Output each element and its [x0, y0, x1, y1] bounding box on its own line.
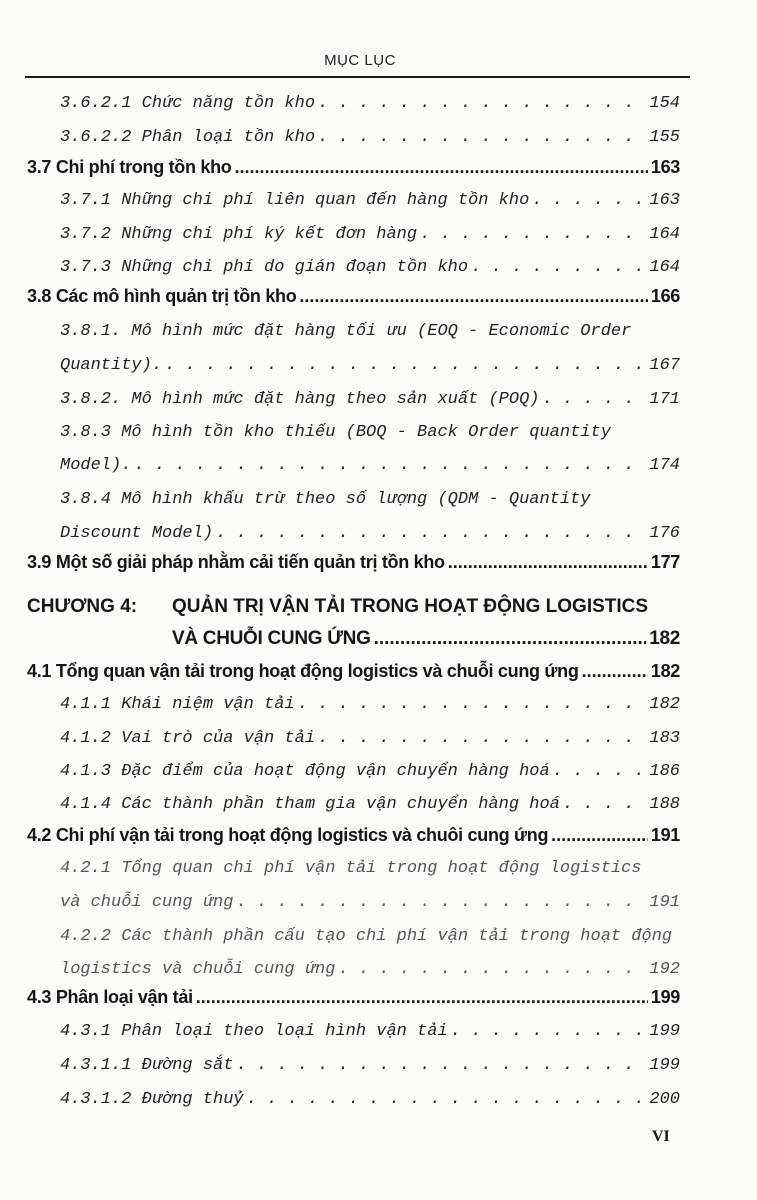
- entry-page: 166: [650, 286, 680, 306]
- entry-title: và chuỗi cung ứng: [60, 893, 234, 912]
- toc-entry[interactable]: [27, 157, 680, 185]
- running-header: MỤC LỤC: [324, 52, 396, 69]
- entry-title: 4.2.1 Tổng quan chi phí vận tải trong hoạt động logistics: [60, 859, 642, 878]
- entry-title: 4.3.1 Phân loại theo loại hình vận tải: [60, 1022, 448, 1041]
- entry-title: VÀ CHUỖI CUNG ỨNG: [172, 628, 371, 649]
- entry-title: 3.8.4 Mô hình khấu trừ theo số lượng (QDM - Quantity: [60, 490, 591, 509]
- toc-entry[interactable]: [60, 1056, 680, 1084]
- dot-leader: [542, 390, 646, 409]
- dot-leader: [532, 191, 646, 210]
- dot-leader: [247, 1090, 647, 1109]
- entry-title-line1: [60, 859, 680, 887]
- dot-leader: [318, 128, 646, 147]
- entry-page: 182: [649, 628, 680, 649]
- entry-title: 4.3.1.2 Đường thuỷ: [60, 1090, 244, 1109]
- entry-title: 4.1.4 Các thành phần tham gia vận chuyển hàng hoá: [60, 795, 560, 814]
- entry-title: logistics và chuỗi cung ứng: [60, 960, 336, 979]
- entry-title: 3.6.2.1 Chức năng tồn kho: [60, 94, 316, 113]
- entry-title: Quantity).: [60, 356, 163, 375]
- entry-title: 4.1 Tổng quan vận tải trong hoạt động logistics và chuỗi cung ứng: [27, 661, 579, 681]
- dot-leader: [551, 825, 648, 846]
- entry-title: 3.7 Chi phí trong tồn kho: [27, 157, 232, 177]
- dot-leader: [299, 286, 647, 307]
- toc-entry[interactable]: [60, 128, 680, 156]
- entry-title: Model).: [60, 456, 132, 475]
- dot-leader: [318, 94, 646, 113]
- dot-leader: [420, 225, 646, 244]
- toc-entry[interactable]: [60, 456, 680, 484]
- entry-title: 3.8.1. Mô hình mức đặt hàng tối ưu (EOQ - Economic Order: [60, 322, 632, 341]
- toc-entry[interactable]: [60, 695, 680, 723]
- toc-entry[interactable]: [60, 94, 680, 122]
- entry-page: 183: [649, 729, 680, 748]
- entry-page: 176: [649, 524, 680, 543]
- dot-leader: [298, 695, 647, 714]
- toc-entry[interactable]: [27, 661, 680, 689]
- toc-entry[interactable]: [27, 987, 680, 1015]
- chapter-label: CHƯƠNG 4:: [27, 596, 138, 617]
- entry-title: 3.7.3 Những chi phí do gián đoạn tồn kho: [60, 258, 469, 277]
- toc-entry[interactable]: [60, 1022, 680, 1050]
- toc-entry[interactable]: [60, 960, 680, 988]
- entry-page: 182: [649, 695, 680, 714]
- entry-page: 200: [649, 1090, 680, 1109]
- toc-entry[interactable]: [60, 795, 680, 823]
- entry-page: 164: [649, 258, 680, 277]
- entry-page: 163: [649, 191, 680, 210]
- entry-title: 3.8 Các mô hình quản trị tồn kho: [27, 286, 297, 306]
- entry-title: 3.8.3 Mô hình tồn kho thiếu (BOQ - Back Order quantity: [60, 423, 611, 442]
- toc-entry[interactable]: [60, 258, 680, 286]
- entry-page: 154: [649, 94, 680, 113]
- entry-page: 191: [650, 825, 680, 845]
- entry-page: 167: [649, 356, 680, 375]
- entry-page: 199: [649, 1056, 680, 1075]
- toc-entry[interactable]: [60, 524, 680, 552]
- entry-title: 4.3 Phân loại vận tải: [27, 987, 193, 1007]
- entry-title-line1: [60, 927, 680, 955]
- toc-entry[interactable]: [60, 729, 680, 757]
- entry-title: 4.1.2 Vai trò của vận tải: [60, 729, 316, 748]
- entry-page: 186: [649, 762, 680, 781]
- dot-leader: [553, 762, 647, 781]
- entry-title: 4.3.1.1 Đường sắt: [60, 1056, 234, 1075]
- toc-entry[interactable]: [27, 286, 680, 314]
- entry-title-line1: [60, 490, 680, 518]
- dot-leader: [165, 356, 646, 375]
- entry-title: 3.7.2 Những chi phí ký kết đơn hàng: [60, 225, 418, 244]
- toc-entry[interactable]: [27, 825, 680, 853]
- header-rule: [25, 76, 690, 78]
- dot-leader: [563, 795, 647, 814]
- entry-page: 155: [649, 128, 680, 147]
- toc-entry[interactable]: [60, 1090, 680, 1118]
- chapter-title-line1: QUẢN TRỊ VẬN TẢI TRONG HOẠT ĐỘNG LOGISTICS: [172, 596, 649, 617]
- dot-leader: [471, 258, 646, 277]
- page-number: VI: [652, 1128, 670, 1145]
- entry-title: 4.2.2 Các thành phần cấu tạo chi phí vận tải trong hoạt động: [60, 927, 673, 946]
- dot-leader: [236, 1056, 646, 1075]
- entry-page: 199: [650, 987, 680, 1007]
- dot-leader: [234, 157, 647, 178]
- entry-title: 4.2 Chi phí vận tải trong hoạt động logistics và chuôi cung ứng: [27, 825, 549, 845]
- entry-title: Discount Model): [60, 524, 214, 543]
- entry-page: 192: [649, 960, 680, 979]
- dot-leader: [236, 893, 646, 912]
- entry-page: 174: [649, 456, 680, 475]
- entry-page: 191: [649, 893, 680, 912]
- toc-entry[interactable]: [60, 762, 680, 790]
- entry-title: 3.8.2. Mô hình mức đặt hàng theo sản xuất (POQ): [60, 390, 540, 409]
- toc-entry[interactable]: [60, 191, 680, 219]
- entry-page: 182: [650, 661, 680, 681]
- entry-title-line1: [60, 423, 680, 451]
- toc-entry[interactable]: [27, 552, 680, 580]
- entry-title: 3.6.2.2 Phân loại tồn kho: [60, 128, 316, 147]
- entry-page: 188: [649, 795, 680, 814]
- entry-title: 3.9 Một số giải pháp nhằm cải tiến quản trị tồn kho: [27, 552, 445, 572]
- dot-leader: [216, 524, 646, 543]
- dot-leader: [338, 960, 646, 979]
- entry-title-line1: [60, 322, 680, 350]
- entry-page: 163: [650, 157, 680, 177]
- toc-entry[interactable]: [60, 893, 680, 921]
- dot-leader: [134, 456, 646, 475]
- dot-leader: [196, 987, 648, 1008]
- dot-leader: [451, 1022, 647, 1041]
- dot-leader: [318, 729, 646, 748]
- dot-leader: [374, 628, 647, 650]
- entry-page: 199: [649, 1022, 680, 1041]
- entry-page: 177: [650, 552, 680, 572]
- entry-page: 164: [649, 225, 680, 244]
- entry-title: 4.1.1 Khái niệm vận tải: [60, 695, 295, 714]
- toc-entry-chapter[interactable]: [172, 628, 680, 656]
- toc-entry[interactable]: [60, 356, 680, 384]
- entry-title: 3.7.1 Những chi phí liên quan đến hàng tồn kho: [60, 191, 530, 210]
- entry-title: 4.1.3 Đặc điểm của hoạt động vận chuyển hàng hoá: [60, 762, 550, 781]
- entry-page: 171: [649, 390, 680, 409]
- toc-entry[interactable]: [60, 225, 680, 253]
- dot-leader: [448, 552, 648, 573]
- toc-entry[interactable]: [60, 390, 680, 418]
- dot-leader: [582, 661, 648, 682]
